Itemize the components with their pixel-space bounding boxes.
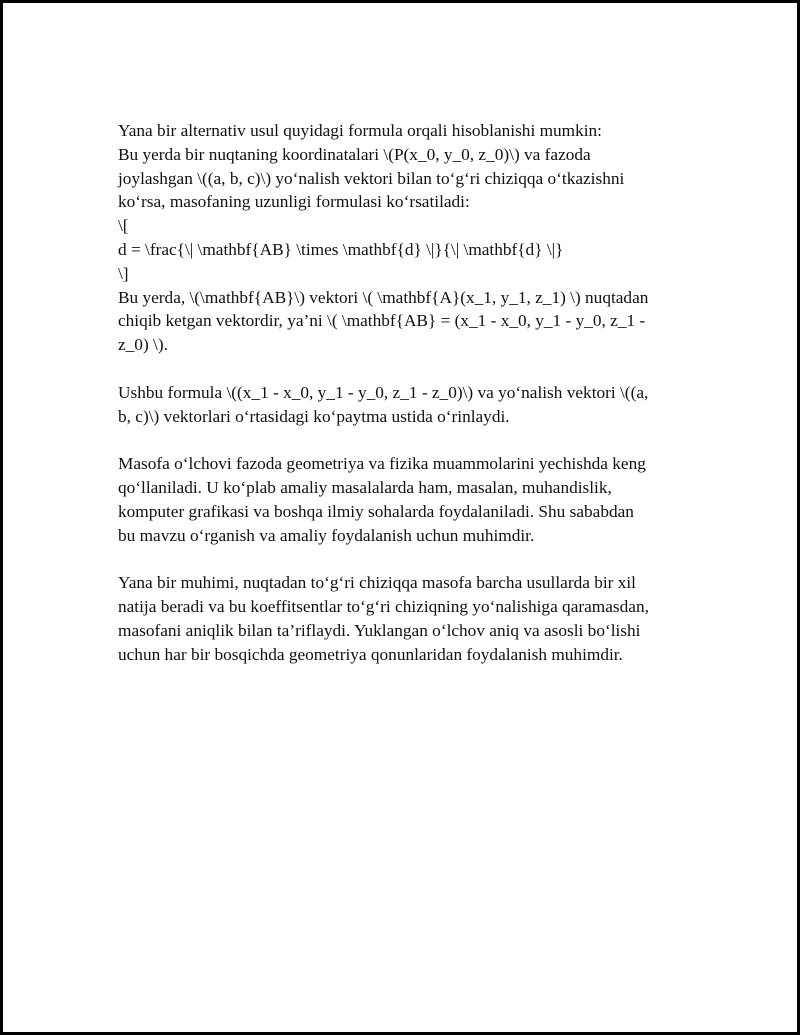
text-line: komputer grafikasi va boshqa ilmiy sohalarda foydalaniladi. Shu sababdan [118, 501, 634, 521]
text-line: qo‘llaniladi. U ko‘plab amaliy masalalarda ham, masalan, muhandislik, [118, 477, 612, 497]
text-line: Bu yerda bir nuqtaning koordinatalari \(P(x_0, y_0, z_0)\) va fazoda [118, 144, 591, 164]
formula-line: d = \frac{\| \mathbf{AB} \times \mathbf{d} \|}{\| \mathbf{d} \|} [118, 239, 564, 259]
text-line: b, c)\) vektorlari o‘rtasidagi ko‘paytma ustida o‘rinlaydi. [118, 406, 510, 426]
formula-open-line: \[ [118, 216, 129, 236]
paragraph-formula-intro [118, 119, 700, 357]
paragraph-formula-explanation [118, 381, 700, 429]
text-line: bu mavzu o‘rganish va amaliy foydalanish uchun muhimdir. [118, 525, 535, 545]
text-line: ko‘rsa, masofaning uzunligi formulasi ko‘rsatiladi: [118, 192, 470, 212]
text-line: joylashgan \((a, b, c)\) yo‘nalish vektori bilan to‘g‘ri chiziqqa o‘tkazishni [118, 168, 625, 188]
text-line: natija beradi va bu koeffitsentlar to‘g‘ri chiziqning yo‘nalishiga qaramasdan, [118, 596, 649, 616]
paragraph-conclusion [118, 571, 700, 666]
text-line: chiqib ketgan vektordir, ya’ni \( \mathbf{AB} = (x_1 - x_0, y_1 - y_0, z_1 - [118, 311, 646, 331]
document-body [118, 119, 700, 690]
text-line: Ushbu formula \((x_1 - x_0, y_1 - y_0, z_1 - z_0)\) va yo‘nalish vektori \((a, [118, 382, 649, 402]
paragraph-applications [118, 452, 700, 547]
text-line: Yana bir alternativ usul quyidagi formula orqali hisoblanishi mumkin: [118, 121, 602, 140]
formula-close-line: \] [118, 263, 129, 283]
text-line: masofani aniqlik bilan ta’riflaydi. Yuklangan o‘lchov aniq va asosli bo‘lishi [118, 620, 641, 640]
text-line: z_0) \). [118, 335, 168, 355]
text-line: Yana bir muhimi, nuqtadan to‘g‘ri chiziqqa masofa barcha usullarda bir xil [118, 573, 636, 593]
text-line: Masofa o‘lchovi fazoda geometriya va fizika muammolarini yechishda keng [118, 454, 646, 474]
text-line: Bu yerda, \(\mathbf{AB}\) vektori \( \mathbf{A}(x_1, y_1, z_1) \) nuqtadan [118, 287, 649, 307]
text-line: uchun har bir bosqichda geometriya qonunlaridan foydalanish muhimdir. [118, 644, 623, 664]
